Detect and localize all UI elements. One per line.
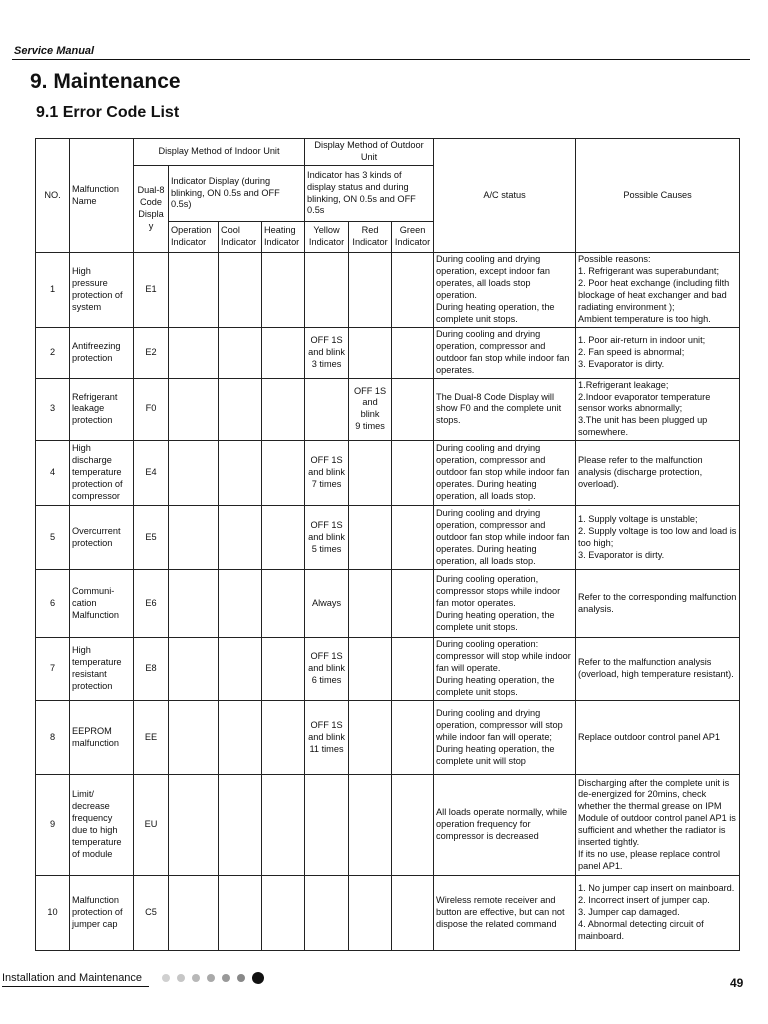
row-heating-indicator bbox=[262, 378, 305, 441]
row-number: 5 bbox=[36, 506, 70, 570]
row-operation-indicator bbox=[169, 378, 219, 441]
row-operation-indicator bbox=[169, 328, 219, 379]
row-yellow-indicator: OFF 1S and blink 6 times bbox=[305, 638, 349, 701]
row-green-indicator bbox=[392, 328, 434, 379]
table-row bbox=[36, 570, 740, 638]
row-heating-indicator bbox=[262, 253, 305, 328]
header-ac-status: A/C status bbox=[434, 139, 576, 253]
row-green-indicator bbox=[392, 638, 434, 701]
row-heating-indicator bbox=[262, 775, 305, 876]
footer-dot bbox=[207, 974, 215, 982]
row-number: 7 bbox=[36, 638, 70, 701]
table-row bbox=[36, 441, 740, 506]
row-cool-indicator bbox=[219, 328, 262, 379]
row-operation-indicator bbox=[169, 701, 219, 775]
row-heating-indicator bbox=[262, 638, 305, 701]
row-malfunction-name: High pressure protection of system bbox=[70, 253, 134, 328]
row-dual8-code: EU bbox=[134, 775, 169, 876]
header-no: NO. bbox=[36, 139, 70, 253]
row-cool-indicator bbox=[219, 441, 262, 506]
row-malfunction-name: High temperature resistant protection bbox=[70, 638, 134, 701]
row-yellow-indicator: OFF 1S and blink 5 times bbox=[305, 506, 349, 570]
row-number: 1 bbox=[36, 253, 70, 328]
header-red-indicator: Red Indicator bbox=[349, 222, 392, 253]
row-number: 9 bbox=[36, 775, 70, 876]
row-red-indicator bbox=[349, 876, 392, 951]
row-ac-status: During cooling and drying operation, compressor and outdoor fan stop while indoor fan operates. bbox=[434, 328, 576, 379]
footer-dot bbox=[177, 974, 185, 982]
row-heating-indicator bbox=[262, 328, 305, 379]
row-red-indicator bbox=[349, 506, 392, 570]
row-heating-indicator bbox=[262, 441, 305, 506]
row-operation-indicator bbox=[169, 775, 219, 876]
row-operation-indicator bbox=[169, 253, 219, 328]
error-code-table bbox=[35, 138, 740, 951]
row-possible-causes: 1. Supply voltage is unstable; 2. Supply voltage is too low and load is too high; 3. Evaporator is dirty. bbox=[576, 506, 740, 570]
table-row bbox=[36, 378, 740, 441]
row-number: 3 bbox=[36, 378, 70, 441]
row-malfunction-name: EEPROM malfunction bbox=[70, 701, 134, 775]
table-row bbox=[36, 253, 740, 328]
header-dual8-code-display: Dual-8 Code Display bbox=[134, 166, 169, 253]
row-ac-status: During cooling operation, compressor stops while indoor fan motor operates. During heating operation, the complete unit stops. bbox=[434, 570, 576, 638]
row-possible-causes: 1.Refrigerant leakage; 2.Indoor evaporator temperature sensor works abnormally; 3.The unit has been plugged up somewhere. bbox=[576, 378, 740, 441]
row-green-indicator bbox=[392, 775, 434, 876]
row-green-indicator bbox=[392, 441, 434, 506]
row-yellow-indicator bbox=[305, 876, 349, 951]
header-indicator-display: Indicator Display (during blinking, ON 0.5s and OFF 0.5s) bbox=[169, 166, 305, 222]
footer-dot bbox=[252, 972, 264, 984]
footer-dot bbox=[162, 974, 170, 982]
row-yellow-indicator bbox=[305, 253, 349, 328]
row-malfunction-name: Limit/ decrease frequency due to high temperature of module bbox=[70, 775, 134, 876]
row-green-indicator bbox=[392, 570, 434, 638]
footer-dots bbox=[162, 972, 264, 984]
header-outdoor-display-method: Display Method of Outdoor Unit bbox=[305, 139, 434, 166]
row-operation-indicator bbox=[169, 506, 219, 570]
row-green-indicator bbox=[392, 253, 434, 328]
row-operation-indicator bbox=[169, 441, 219, 506]
row-heating-indicator bbox=[262, 570, 305, 638]
row-cool-indicator bbox=[219, 876, 262, 951]
row-malfunction-name: Refrigerant leakage protection bbox=[70, 378, 134, 441]
row-red-indicator bbox=[349, 253, 392, 328]
row-red-indicator bbox=[349, 775, 392, 876]
header-outdoor-indicator-note: Indicator has 3 kinds of display status and during blinking, ON 0.5s and OFF 0.5s bbox=[305, 166, 434, 222]
row-yellow-indicator bbox=[305, 378, 349, 441]
header-indoor-display-method: Display Method of Indoor Unit bbox=[134, 139, 305, 166]
row-malfunction-name: Malfunction protection of jumper cap bbox=[70, 876, 134, 951]
row-malfunction-name: High discharge temperature protection of compressor bbox=[70, 441, 134, 506]
row-possible-causes: Possible reasons: 1. Refrigerant was superabundant; 2. Poor heat exchange (including filth blockage of heat exchanger and bad radiating environment ); Ambient temperature is too high. bbox=[576, 253, 740, 328]
row-dual8-code: E6 bbox=[134, 570, 169, 638]
table-row bbox=[36, 328, 740, 379]
row-green-indicator bbox=[392, 876, 434, 951]
section-title: 9. Maintenance bbox=[30, 70, 181, 93]
row-operation-indicator bbox=[169, 876, 219, 951]
row-ac-status: During cooling and drying operation, except indoor fan operates, all loads stop operation. During heating operation, the complete unit stops. bbox=[434, 253, 576, 328]
row-number: 6 bbox=[36, 570, 70, 638]
table-row bbox=[36, 506, 740, 570]
header-possible-causes: Possible Causes bbox=[576, 139, 740, 253]
row-cool-indicator bbox=[219, 775, 262, 876]
row-number: 10 bbox=[36, 876, 70, 951]
header-divider bbox=[12, 59, 750, 60]
row-red-indicator: OFF 1S and blink 9 times bbox=[349, 378, 392, 441]
row-malfunction-name: Antifreezing protection bbox=[70, 328, 134, 379]
row-malfunction-name: Communi- cation Malfunction bbox=[70, 570, 134, 638]
row-operation-indicator bbox=[169, 570, 219, 638]
row-yellow-indicator bbox=[305, 775, 349, 876]
row-cool-indicator bbox=[219, 570, 262, 638]
header-malfunction-name: Malfunction Name bbox=[70, 139, 134, 253]
row-possible-causes: Refer to the malfunction analysis (overload, high temperature resistant). bbox=[576, 638, 740, 701]
table-row bbox=[36, 638, 740, 701]
row-heating-indicator bbox=[262, 701, 305, 775]
row-green-indicator bbox=[392, 506, 434, 570]
row-dual8-code: E1 bbox=[134, 253, 169, 328]
row-green-indicator bbox=[392, 701, 434, 775]
header-yellow-indicator: Yellow Indicator bbox=[305, 222, 349, 253]
row-red-indicator bbox=[349, 570, 392, 638]
footer-underline bbox=[2, 986, 149, 987]
row-cool-indicator bbox=[219, 638, 262, 701]
row-possible-causes: 1. Poor air-return in indoor unit; 2. Fan speed is abnormal; 3. Evaporator is dirty. bbox=[576, 328, 740, 379]
row-yellow-indicator: OFF 1S and blink 11 times bbox=[305, 701, 349, 775]
row-yellow-indicator: Always bbox=[305, 570, 349, 638]
footer-dot bbox=[237, 974, 245, 982]
row-red-indicator bbox=[349, 441, 392, 506]
row-cool-indicator bbox=[219, 378, 262, 441]
row-red-indicator bbox=[349, 701, 392, 775]
header-cool-indicator: Cool Indicator bbox=[219, 222, 262, 253]
row-ac-status: During cooling and drying operation, compressor and outdoor fan stop while indoor fan operates. During heating operation, all loads stop. bbox=[434, 506, 576, 570]
footer-dot bbox=[192, 974, 200, 982]
row-number: 2 bbox=[36, 328, 70, 379]
row-red-indicator bbox=[349, 328, 392, 379]
table-row bbox=[36, 701, 740, 775]
table-row bbox=[36, 876, 740, 951]
row-dual8-code: E4 bbox=[134, 441, 169, 506]
row-ac-status: All loads operate normally, while operation frequency for compressor is decreased bbox=[434, 775, 576, 876]
row-dual8-code: E5 bbox=[134, 506, 169, 570]
row-green-indicator bbox=[392, 378, 434, 441]
row-heating-indicator bbox=[262, 506, 305, 570]
row-yellow-indicator: OFF 1S and blink 3 times bbox=[305, 328, 349, 379]
row-number: 4 bbox=[36, 441, 70, 506]
row-dual8-code: E2 bbox=[134, 328, 169, 379]
table-row bbox=[36, 775, 740, 876]
row-possible-causes: Refer to the corresponding malfunction analysis. bbox=[576, 570, 740, 638]
row-cool-indicator bbox=[219, 701, 262, 775]
row-dual8-code: EE bbox=[134, 701, 169, 775]
row-dual8-code: F0 bbox=[134, 378, 169, 441]
row-cool-indicator bbox=[219, 506, 262, 570]
row-ac-status: During cooling and drying operation, compressor will stop while indoor fan will operate; During heating operation, the complete unit will stop bbox=[434, 701, 576, 775]
row-number: 8 bbox=[36, 701, 70, 775]
row-ac-status: The Dual-8 Code Display will show F0 and the complete unit stops. bbox=[434, 378, 576, 441]
row-possible-causes: 1. No jumper cap insert on mainboard. 2. Incorrect insert of jumper cap. 3. Jumper cap damaged. 4. Abnormal detecting circuit of mainboard. bbox=[576, 876, 740, 951]
row-malfunction-name: Overcurrent protection bbox=[70, 506, 134, 570]
row-yellow-indicator: OFF 1S and blink 7 times bbox=[305, 441, 349, 506]
footer-dot bbox=[222, 974, 230, 982]
row-possible-causes: Please refer to the malfunction analysis (discharge protection, overload). bbox=[576, 441, 740, 506]
row-dual8-code: E8 bbox=[134, 638, 169, 701]
subsection-title: 9.1 Error Code List bbox=[36, 104, 180, 121]
row-dual8-code: C5 bbox=[134, 876, 169, 951]
header-heating-indicator: Heating Indicator bbox=[262, 222, 305, 253]
row-operation-indicator bbox=[169, 638, 219, 701]
row-ac-status: During cooling operation: compressor will stop while indoor fan will operate. During heating operation, the complete unit stops. bbox=[434, 638, 576, 701]
row-red-indicator bbox=[349, 638, 392, 701]
row-cool-indicator bbox=[219, 253, 262, 328]
page-number: 49 bbox=[730, 976, 744, 990]
row-ac-status: During cooling and drying operation, compressor and outdoor fan stop while indoor fan operates. During heating operation, all loads stop. bbox=[434, 441, 576, 506]
header-green-indicator: Green Indicator bbox=[392, 222, 434, 253]
footer-label: Installation and Maintenance bbox=[2, 972, 143, 984]
running-header: Service Manual bbox=[14, 45, 95, 57]
row-possible-causes: Discharging after the complete unit is de-energized for 20mins, check whether the thermal grease on IPM Module of outdoor control panel AP1 is sufficient and whether the radiator is inserted tightly. If its no use, please replace control panel AP1. bbox=[576, 775, 740, 876]
row-ac-status: Wireless remote receiver and button are effective, but can not dispose the related command bbox=[434, 876, 576, 951]
row-possible-causes: Replace outdoor control panel AP1 bbox=[576, 701, 740, 775]
row-heating-indicator bbox=[262, 876, 305, 951]
header-operation-indicator: Operation Indicator bbox=[169, 222, 219, 253]
